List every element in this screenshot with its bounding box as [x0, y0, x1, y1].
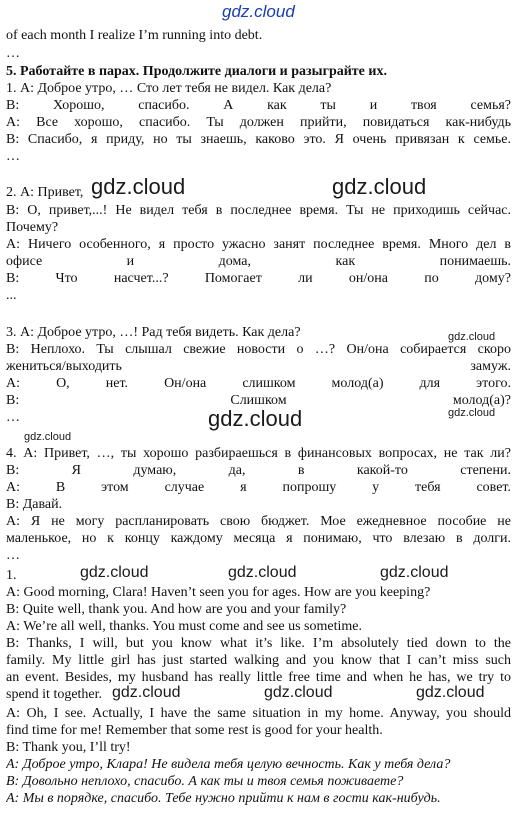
- text-line: В: Довольно неплохо, спасибо. А как ты и твоя семья поживаете?: [6, 774, 404, 789]
- text-line: А: Доброе утро, Клара! Не видела тебя целую вечность. Как у тебя дела?: [6, 757, 451, 772]
- text-line: В:: [6, 393, 20, 408]
- text-line: А: Мы в порядке, спасибо. Тебе нужно прийти к нам в гости как-нибудь.: [6, 791, 441, 806]
- text-line: молод(а)?: [452, 393, 511, 408]
- watermark-stamp: gdz.cloud: [80, 564, 149, 581]
- text-line: 2. А: Привет,: [6, 185, 84, 200]
- text-line: ...: [6, 288, 17, 303]
- text-line: В: Хорошо, спасибо. А как ты и твоя семья?: [6, 98, 511, 113]
- text-line: замуж.: [470, 359, 511, 374]
- text-line: А: О, нет. Он/она слишком молод(а) для этого.: [6, 376, 511, 391]
- text-line: …: [6, 410, 20, 425]
- text-line: B: Quite well, thank you. And how are you and your family?: [6, 602, 347, 617]
- text-line: 5. Работайте в парах. Продолжите диалоги и разыграйте их.: [6, 64, 387, 79]
- text-line: …: [6, 149, 20, 164]
- text-line: …: [6, 548, 20, 563]
- text-line: Почему?: [6, 220, 59, 235]
- watermark-stamp: gdz.cloud: [332, 174, 427, 199]
- text-line: А: Все хорошо, спасибо. Ты должен прийти, повидаться как-нибудь: [6, 115, 511, 130]
- text-line: A: Good morning, Clara! Haven’t seen you for ages. How are you keeping?: [6, 585, 431, 600]
- text-line: 4. А: Привет, …, ты хорошо разбираешься в финансовых вопросах, не так ли?: [6, 446, 511, 461]
- watermark-stamp: gdz.cloud: [264, 684, 333, 701]
- text-line: A: Oh, I see. Actually, I have the same situation in my home. Anyway, you should: [6, 706, 511, 721]
- text-line: В: Спасибо, я приду, но ты знаешь, каково это. Я очень привязан к семье.: [6, 132, 511, 147]
- text-line: spend it together.: [6, 687, 103, 702]
- text-line: find time for me! Remember that some rest is good for your health.: [6, 723, 383, 738]
- watermark-stamp: gdz.cloud: [380, 564, 449, 581]
- text-line: Слишком: [230, 393, 287, 408]
- text-line: В: О, привет,...! Не видел тебя в последнее время. Ты не приходишь сейчас.: [6, 203, 511, 218]
- watermark-stamp: gdz.cloud: [91, 174, 186, 199]
- watermark-stamp: gdz.cloud: [448, 331, 496, 343]
- text-line: маленькое, но к концу каждому месяца я понимаю, что влезаю в долги.: [6, 531, 511, 546]
- text-line: B: Thank you, I’ll try!: [6, 740, 131, 755]
- text-line: A: We’re all well, thanks. You must come and see us sometime.: [6, 619, 362, 634]
- text-line: офисе и дома, как понимаешь.: [6, 254, 511, 269]
- watermark-stamp: gdz.cloud: [24, 431, 72, 443]
- text-line: В: Что насчет...? Помогает ли он/она по дому?: [6, 271, 511, 286]
- watermark-stamp: gdz.cloud: [448, 407, 496, 419]
- text-line: А: Ничего особенного, я просто ужасно занят последнее время. Много дел в: [6, 237, 511, 252]
- watermark-stamp: gdz.cloud: [416, 684, 485, 701]
- text-line: жениться/выходить: [6, 359, 122, 374]
- text-line: 1. А: Доброе утро, … Сто лет тебя не видел. Как дела?: [6, 81, 332, 96]
- header-watermark: gdz.cloud: [222, 2, 295, 21]
- text-line: family. My little girl has just started walking and you know that I can’t miss such: [6, 653, 511, 668]
- watermark-stamp: gdz.cloud: [228, 564, 297, 581]
- text-line: 3. А: Доброе утро, …! Рад тебя видеть. Как дела?: [6, 325, 301, 340]
- text-line: …: [6, 46, 20, 61]
- text-line: B: Thanks, I will, but you know what it’s like. I’m absolutely tied down to the: [6, 636, 511, 651]
- text-line: В: Неплохо. Ты слышал свежие новости о …? Он/она собирается скоро: [6, 342, 511, 357]
- text-line: an event. Besides, my husband has really little free time and when he has, we try to: [6, 670, 511, 685]
- text-line: В: Давай.: [6, 497, 63, 512]
- text-line: А: В этом случае я попрошу у тебя совет.: [6, 480, 511, 495]
- text-line: of each month I realize I’m running into debt.: [6, 28, 263, 43]
- watermark-stamp: gdz.cloud: [112, 684, 181, 701]
- text-line: 1.: [6, 568, 17, 583]
- text-line: В: Я думаю, да, в какой-то степени.: [6, 463, 511, 478]
- watermark-stamp: gdz.cloud: [208, 406, 303, 431]
- text-line: А: Я не могу распланировать свою бюджет. Мое ежедневное пособие не: [6, 514, 511, 529]
